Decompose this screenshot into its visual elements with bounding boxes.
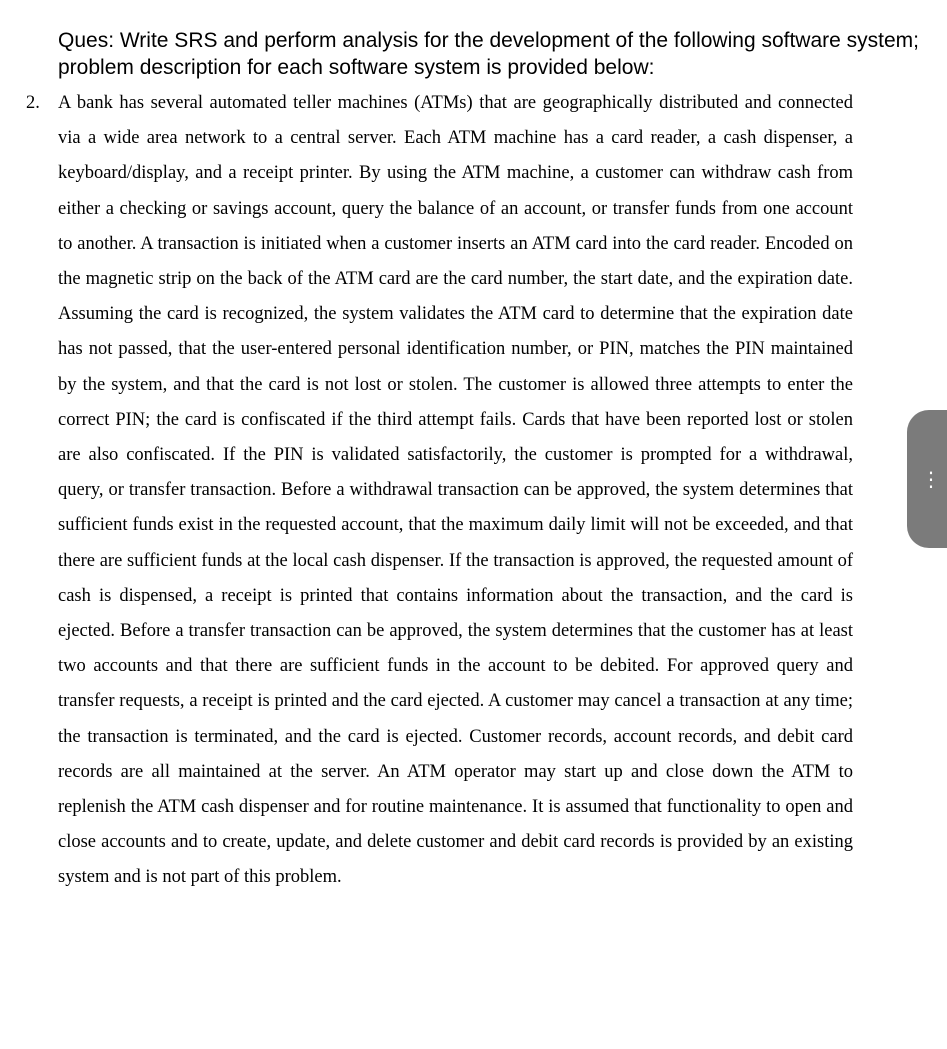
question-heading: Ques: Write SRS and perform analysis for the development of the following software system; problem description for each software system is provided below: <box>58 29 919 79</box>
problem-item-number: 2. <box>26 93 40 113</box>
problem-description: A bank has several automated teller machines (ATMs) that are geographically distributed and connected via a wide area network to a central server. Each ATM machine has a card reader, a cash dispenser, a keyboard/display, and a receipt printer. By using the ATM machine, a customer can withdraw cash from either a checking or savings account, query the balance of an account, or transfer funds from one account to another. A transaction is initiated when a customer inserts an ATM card into the card reader. Encoded on the magnetic strip on the back of the ATM card are the card number, the start date, and the expiration date. Assuming the card is recognized, the system validates the ATM card to determine that the expiration date has not passed, that the user-entered personal identification number, or PIN, matches the PIN maintained by the system, and that the card is not lost or stolen. The customer is allowed three attempts to enter the correct PIN; the card is confiscated if the third attempt fails. Cards that have been reported lost or stolen are also confiscated. If the PIN is validated satisfactorily, the customer is prompted for a withdrawal, query, or transfer transaction. Before a withdrawal transaction can be approved, the system determines that sufficient funds exist in the requested account, that the maximum daily limit will not be exceeded, and that there are sufficient funds at the local cash dispenser. If the transaction is approved, the requested amount of cash is dispensed, a receipt is printed that contains information about the transaction, and the card is ejected. Before a transfer transaction can be approved, the system determines that the customer has at least two accounts and that there are sufficient funds in the account to be debited. For approved query and transfer requests, a receipt is printed and the card ejected. A customer may cancel a transaction at any time; the transaction is terminated, and the card is ejected. Customer records, account records, and debit card records are all maintained at the server. An ATM operator may start up and close down the ATM to replenish the ATM cash dispenser and for routine maintenance. It is assumed that functionality to open and close accounts and to create, update, and delete customer and debit card records is provided by an existing system and is not part of this problem. <box>58 93 853 888</box>
side-panel-tab[interactable] <box>907 410 947 548</box>
drag-handle-icon: ⋮ <box>921 467 941 491</box>
